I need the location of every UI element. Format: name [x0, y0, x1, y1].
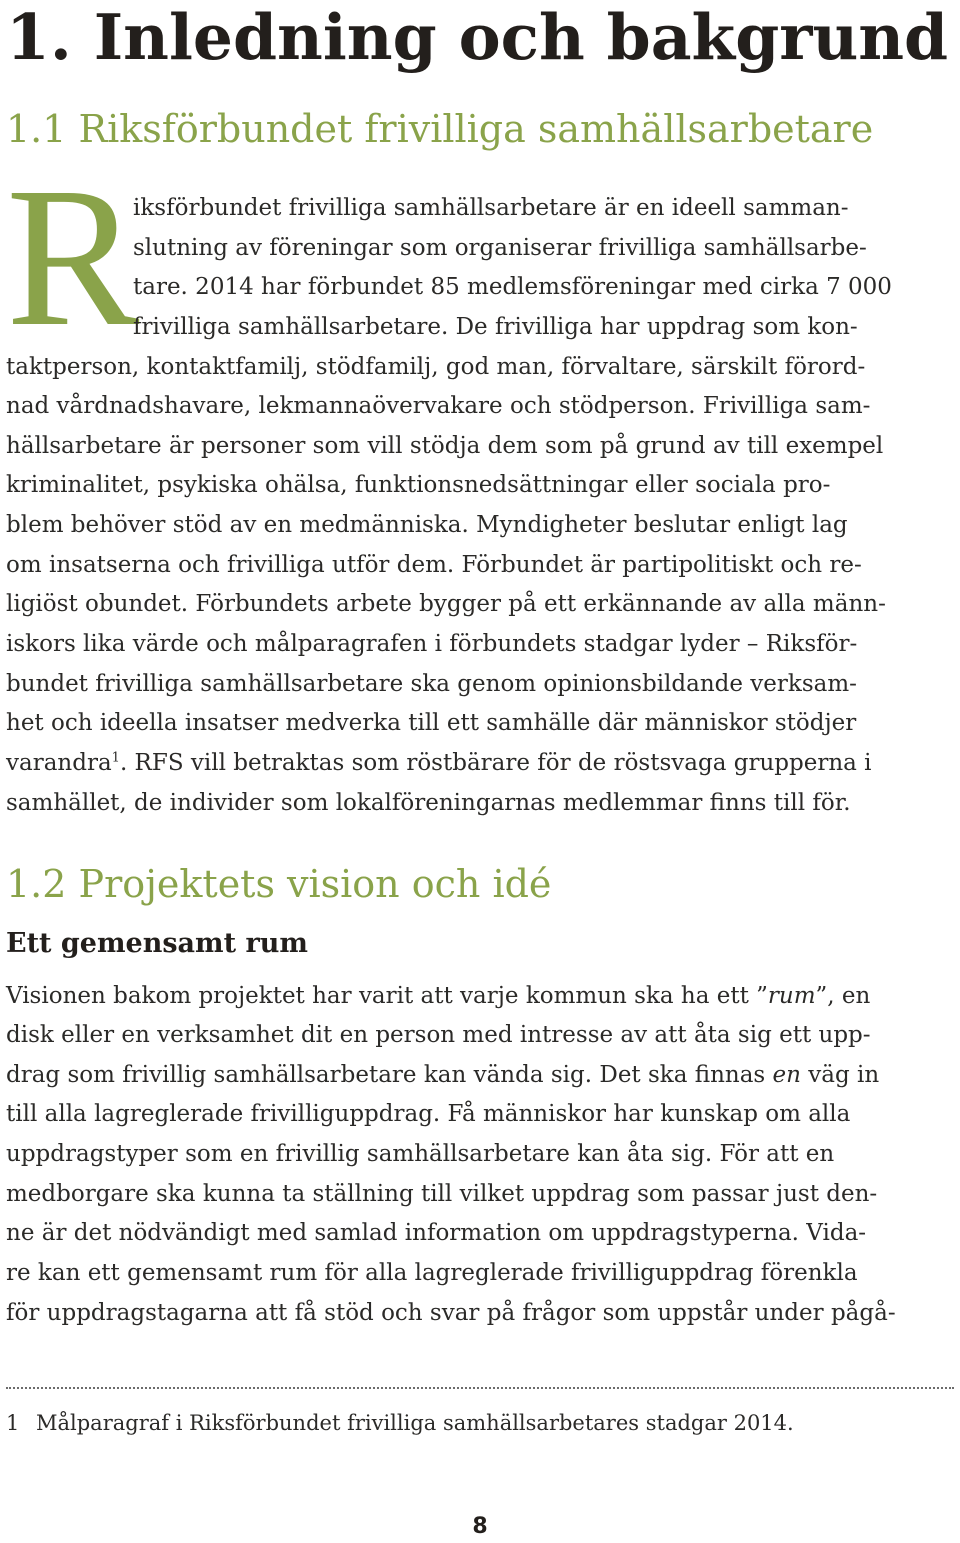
body-line: slutning av föreningar som organiserar frivilliga samhällsarbe- — [133, 235, 867, 261]
body-text: ”, en — [815, 983, 871, 1009]
body-line: ligiöst obundet. Förbundets arbete bygger på ett erkännande av alla männ- — [6, 591, 886, 617]
body-text: väg in — [800, 1062, 880, 1088]
section-heading-1-2: 1.2 Projektets vision och idé — [6, 862, 552, 906]
body-line: om insatserna och frivilliga utför dem. Förbundet är partipolitiskt och re- — [6, 552, 862, 578]
body-line: taktperson, kontaktfamilj, stödfamilj, god man, förvaltare, särskilt förord- — [6, 354, 866, 380]
body-line: tare. 2014 har förbundet 85 medlemsföreningar med cirka 7 000 — [133, 274, 892, 300]
body-line: iskors lika värde och målparagrafen i förbundets stadgar lyder – Riksför- — [6, 631, 858, 657]
body-line — [6, 1060, 879, 1090]
body-line: frivilliga samhällsarbetare. De frivilliga har uppdrag som kon- — [133, 314, 858, 340]
body-line: blem behöver stöd av en medmänniska. Myndigheter beslutar enligt lag — [6, 512, 848, 538]
body-line: medborgare ska kunna ta ställning till vilket uppdrag som passar just den- — [6, 1181, 878, 1207]
footnote-number: 1 — [6, 1411, 20, 1435]
footnote-divider — [6, 1387, 954, 1389]
body-line: bundet frivilliga samhällsarbetare ska genom opinionsbildande verksam- — [6, 671, 857, 697]
drop-cap: R — [6, 147, 140, 368]
footnote — [6, 1408, 794, 1438]
body-line: het och ideella insatser medverka till ett samhälle där människor stödjer — [6, 710, 857, 736]
footnote-reference[interactable]: 1 — [111, 750, 120, 766]
body-text: drag som frivillig samhällsarbetare kan vända sig. Det ska finnas — [6, 1062, 773, 1088]
body-text: varandra — [6, 750, 112, 776]
body-text: Visionen bakom projektet har varit att varje kommun ska ha ett ” — [6, 983, 768, 1009]
body-line: kriminalitet, psykiska ohälsa, funktionsnedsättningar eller sociala pro- — [6, 472, 831, 498]
footnote-text: Målparagraf i Riksförbundet frivilliga samhällsarbetares stadgar 2014. — [36, 1411, 794, 1435]
section-heading-1-1: 1.1 Riksförbundet frivilliga samhällsarbetare — [6, 107, 874, 151]
subheading: Ett gemensamt rum — [6, 928, 308, 959]
body-line: re kan ett gemensamt rum för alla lagreglerade frivilliguppdrag förenkla — [6, 1260, 858, 1286]
body-line: hällsarbetare är personer som vill stödja dem som på grund av till exempel — [6, 433, 884, 459]
body-line: till alla lagreglerade frivilliguppdrag. Få människor har kunskap om alla — [6, 1101, 851, 1127]
body-line: ne är det nödvändigt med samlad information om uppdragstyperna. Vida- — [6, 1220, 867, 1246]
body-text-emphasis: rum — [767, 983, 816, 1009]
body-text: . RFS vill betraktas som röstbärare för de röstsvaga grupperna i — [119, 750, 872, 776]
body-line: samhället, de individer som lokalföreningarnas medlemmar finns till för. — [6, 790, 851, 816]
body-line: uppdragstyper som en frivillig samhällsarbetare kan åta sig. För att en — [6, 1141, 835, 1167]
body-line: iksförbundet frivilliga samhällsarbetare är en ideell samman- — [133, 195, 849, 221]
body-line — [6, 981, 870, 1011]
body-line: nad vårdnadshavare, lekmannaövervakare och stödperson. Frivilliga sam- — [6, 393, 871, 419]
page-number: 8 — [472, 1514, 488, 1539]
body-line — [6, 748, 872, 778]
body-line: disk eller en verksamhet dit en person med intresse av att åta sig ett upp- — [6, 1022, 871, 1048]
chapter-title: 1. Inledning och bakgrund — [6, 0, 949, 74]
body-line: för uppdragstagarna att få stöd och svar på frågor som uppstår under pågå- — [6, 1300, 896, 1326]
body-text-emphasis: en — [772, 1062, 801, 1088]
